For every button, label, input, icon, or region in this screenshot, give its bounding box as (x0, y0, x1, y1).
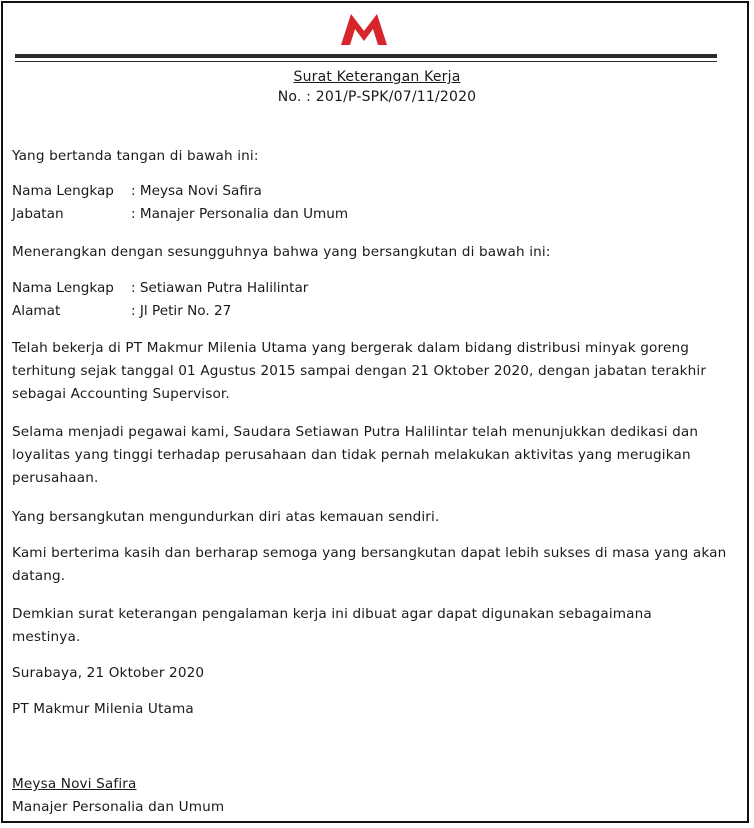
letter-number: No. : 201/P-SPK/07/11/2020 (277, 89, 477, 105)
paragraph-closing (12, 603, 736, 649)
place-date: Surabaya, 21 Oktober 2020 (12, 665, 205, 681)
paragraph-dedication (12, 421, 736, 490)
paragraph-line: sebagai Accounting Supervisor. (12, 386, 230, 402)
signature-title: Manajer Personalia dan Umum (12, 799, 225, 815)
paragraph-thanks (12, 542, 736, 588)
paragraph-line: Telah bekerja di PT Makmur Milenia Utama yang bergerak dalam bidang distribusi minyak goreng (12, 340, 689, 356)
signer-position-label: Jabatan (12, 206, 64, 222)
employee-address-value: : Jl Petir No. 27 (131, 303, 232, 319)
paragraph-resignation: Yang bersangkutan mengundurkan diri atas kemauan sendiri. (12, 509, 440, 525)
signer-name-value: : Meysa Novi Safira (131, 183, 262, 199)
paragraph-line: datang. (12, 568, 66, 584)
paragraph-line: Demkian surat keterangan pengalaman kerja ini dibuat agar dapat digunakan sebagaimana (12, 606, 652, 622)
paragraph-line: terhitung sejak tanggal 01 Agustus 2015 sampai dengan 21 Oktober 2020, dengan jabatan terakhir (12, 363, 707, 379)
employee-address-label: Alamat (12, 303, 61, 319)
signer-name-label: Nama Lengkap (12, 183, 114, 199)
paragraph-line: Selama menjadi pegawai kami, Saudara Setiawan Putra Halilintar telah menunjukkan dedikasi dan (12, 424, 699, 440)
paragraph-line: Kami berterima kasih dan berharap semoga yang bersangkutan dapat lebih sukses di masa yang akan (12, 545, 727, 561)
company-m-logo-icon (339, 11, 389, 47)
employee-name-value: : Setiawan Putra Halilintar (131, 280, 309, 296)
employee-name-label: Nama Lengkap (12, 280, 114, 296)
header-rule-thin (15, 61, 717, 62)
paragraph-line: mestinya. (12, 629, 81, 645)
company-name: PT Makmur Milenia Utama (12, 701, 194, 717)
paragraph-employment (12, 337, 736, 406)
signature-name: Meysa Novi Safira (12, 776, 137, 792)
paragraph-line: loyalitas yang tinggi terhadap perusahaan dan tidak pernah melakukan aktivitas yang merugikan (12, 447, 691, 463)
header-rule-thick (15, 54, 717, 58)
letter-page (1, 1, 749, 823)
intro-text: Yang bertanda tangan di bawah ini: (12, 148, 259, 164)
paragraph-line: perusahaan. (12, 470, 99, 486)
declare-text: Menerangkan dengan sesungguhnya bahwa yang bersangkutan di bawah ini: (12, 244, 551, 260)
letter-title: Surat Keterangan Kerja (293, 69, 461, 85)
signer-position-value: : Manajer Personalia dan Umum (131, 206, 349, 222)
